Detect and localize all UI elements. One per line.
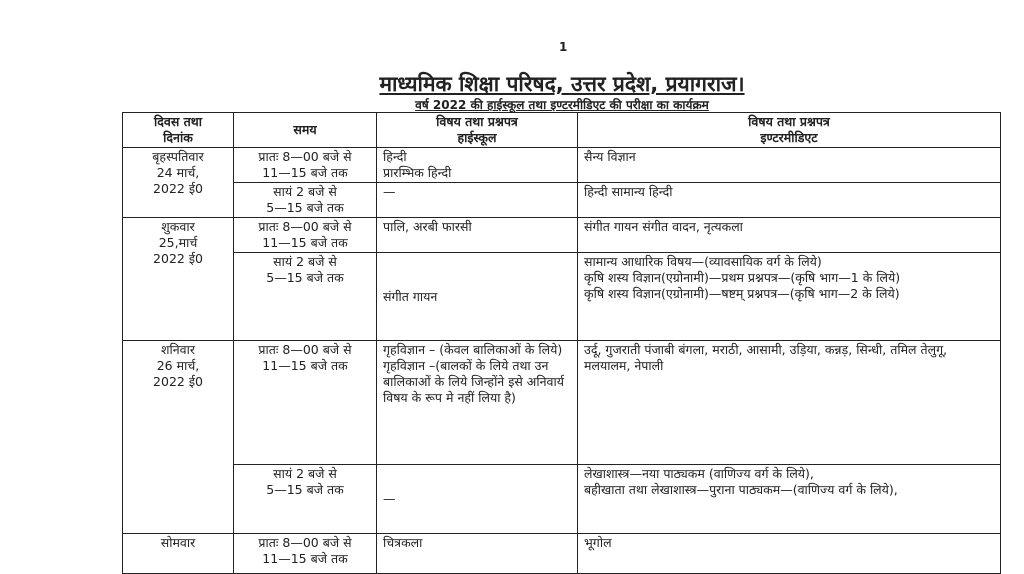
day-date-cell: [123, 341, 234, 534]
cell-line: प्रातः 8—00 बजे से: [258, 342, 352, 357]
highschool-subject-cell: [377, 183, 578, 218]
highschool-subject-cell: [377, 534, 578, 574]
cell-line: प्रारम्भिक हिन्दी: [383, 165, 452, 180]
page-subtitle: वर्ष 2022 की हाईस्कूल तथा इण्टरमीडिएट की परीक्षा का कार्यक्रम: [415, 98, 709, 112]
cell-line: प्रातः 8—00 बजे से: [258, 535, 352, 550]
cell-line: प्रातः 8—00 बजे से: [258, 149, 352, 164]
time-cell: [234, 253, 377, 341]
time-cell: [234, 534, 377, 574]
cell-line: हिन्दी: [383, 149, 407, 164]
cell-line: सायं 2 बजे से: [273, 184, 337, 199]
cell-line: 11—15 बजे तक: [262, 165, 348, 180]
table-row: [123, 341, 1001, 465]
header-intermediate: विषय तथा प्रश्नपत्र इण्टरमीडिएट: [578, 113, 1001, 148]
cell-line: 5—15 बजे तक: [266, 270, 344, 285]
time-cell: [234, 341, 377, 465]
cell-line: भूगोल: [584, 535, 612, 550]
table-row: [123, 183, 1001, 218]
cell-line: लेखाशास्त्र—नया पाठ्यकम (वाणिज्य वर्ग के लिये),: [584, 466, 814, 481]
cell-line: सैन्य विज्ञान: [584, 149, 636, 164]
cell-line: शनिवार: [161, 342, 195, 357]
cell-line: बृहस्पतिवार: [152, 149, 204, 164]
cell-line: 5—15 बजे तक: [266, 482, 344, 497]
table-row: [123, 465, 1001, 534]
time-cell: [234, 183, 377, 218]
table-row: [123, 534, 1001, 574]
cell-line: —: [383, 184, 396, 199]
highschool-subject-cell: [377, 341, 578, 465]
cell-line: संगीत गायन: [383, 288, 438, 304]
page-number: 1: [559, 40, 568, 54]
page-title: माध्यमिक शिक्षा परिषद, उत्तर प्रदेश, प्रयागराज।: [379, 72, 745, 96]
highschool-subject-cell: [377, 218, 578, 253]
table-row: [123, 253, 1001, 341]
cell-line: 11—15 बजे तक: [262, 551, 348, 566]
intermediate-subject-cell: [578, 218, 1001, 253]
table-row: [123, 218, 1001, 253]
cell-line: 11—15 बजे तक: [262, 235, 348, 250]
header-time: समय: [234, 113, 377, 148]
time-cell: [234, 465, 377, 534]
cell-line: कृषि शस्य विज्ञान(एग्रोनामी)—प्रथम प्रश्नपत्र—(कृषि भाग—1 के लिये): [584, 270, 901, 285]
cell-line: चित्रकला: [383, 535, 423, 550]
day-date-cell: [123, 218, 234, 341]
intermediate-subject-cell: [578, 148, 1001, 183]
intermediate-subject-cell: [578, 341, 1001, 465]
highschool-subject-cell: [377, 148, 578, 183]
cell-line: शुकवार: [161, 219, 195, 234]
cell-line: 2022 ई0: [153, 181, 203, 196]
cell-line: सामान्य आधारिक विषय—(व्यावसायिक वर्ग के लिये): [584, 254, 822, 269]
cell-line: 25,मार्च: [158, 235, 198, 250]
cell-line: हिन्दी सामान्य हिन्दी: [584, 184, 673, 199]
intermediate-subject-cell: [578, 534, 1001, 574]
highschool-subject-cell: [377, 253, 578, 341]
cell-line: सायं 2 बजे से: [273, 254, 337, 269]
cell-line: संगीत गायन संगीत वादन, नृत्यकला: [584, 219, 743, 234]
table-row: [123, 148, 1001, 183]
cell-line: गृहविज्ञान –(बालकों के लिये तथा उन बालिकाओं के लिये जिन्होंने इसे अनिवार्य विषय के रूप मे नहीं लिया है): [383, 358, 564, 405]
table-header-row: [123, 113, 1001, 148]
intermediate-subject-cell: [578, 183, 1001, 218]
cell-line: 5—15 बजे तक: [266, 200, 344, 215]
cell-line: 2022 ई0: [153, 251, 203, 266]
cell-line: 11—15 बजे तक: [262, 358, 348, 373]
highschool-subject-cell: [377, 465, 578, 534]
cell-line: सोमवार: [160, 535, 196, 550]
day-date-cell: [123, 534, 234, 574]
cell-line: 2022 ई0: [153, 374, 203, 389]
cell-line: —: [383, 491, 396, 506]
cell-line: 26 मार्च,: [156, 358, 200, 373]
cell-line: प्रातः 8—00 बजे से: [258, 219, 352, 234]
cell-line: गृहविज्ञान – (केवल बालिकाओं के लिये): [383, 342, 563, 357]
cell-line: पालि, अरबी फारसी: [383, 219, 472, 234]
cell-line: कृषि शस्य विज्ञान(एग्रोनामी)—षष्टम् प्रश्नपत्र—(कृषि भाग—2 के लिये): [584, 286, 900, 301]
header-highschool: विषय तथा प्रश्नपत्र हाईस्कूल: [377, 113, 578, 148]
header-day: दिवस तथा दिनांक: [123, 113, 234, 148]
cell-line: 24 मार्च,: [156, 165, 200, 180]
day-date-cell: [123, 148, 234, 218]
cell-line: उर्दू, गुजराती पंजाबी बंगला, मराठी, आसामी, उड़िया, कन्नड़, सिन्धी, तमिल तेलुगू, मलयालम, नेपाली: [584, 342, 948, 373]
intermediate-subject-cell: [578, 253, 1001, 341]
cell-line: बहीखाता तथा लेखाशास्त्र—पुराना पाठ्यकम—(वाणिज्य वर्ग के लिये),: [584, 482, 898, 497]
intermediate-subject-cell: [578, 465, 1001, 534]
exam-schedule-table: [122, 112, 1001, 574]
time-cell: [234, 148, 377, 183]
cell-line: सायं 2 बजे से: [273, 466, 337, 481]
time-cell: [234, 218, 377, 253]
